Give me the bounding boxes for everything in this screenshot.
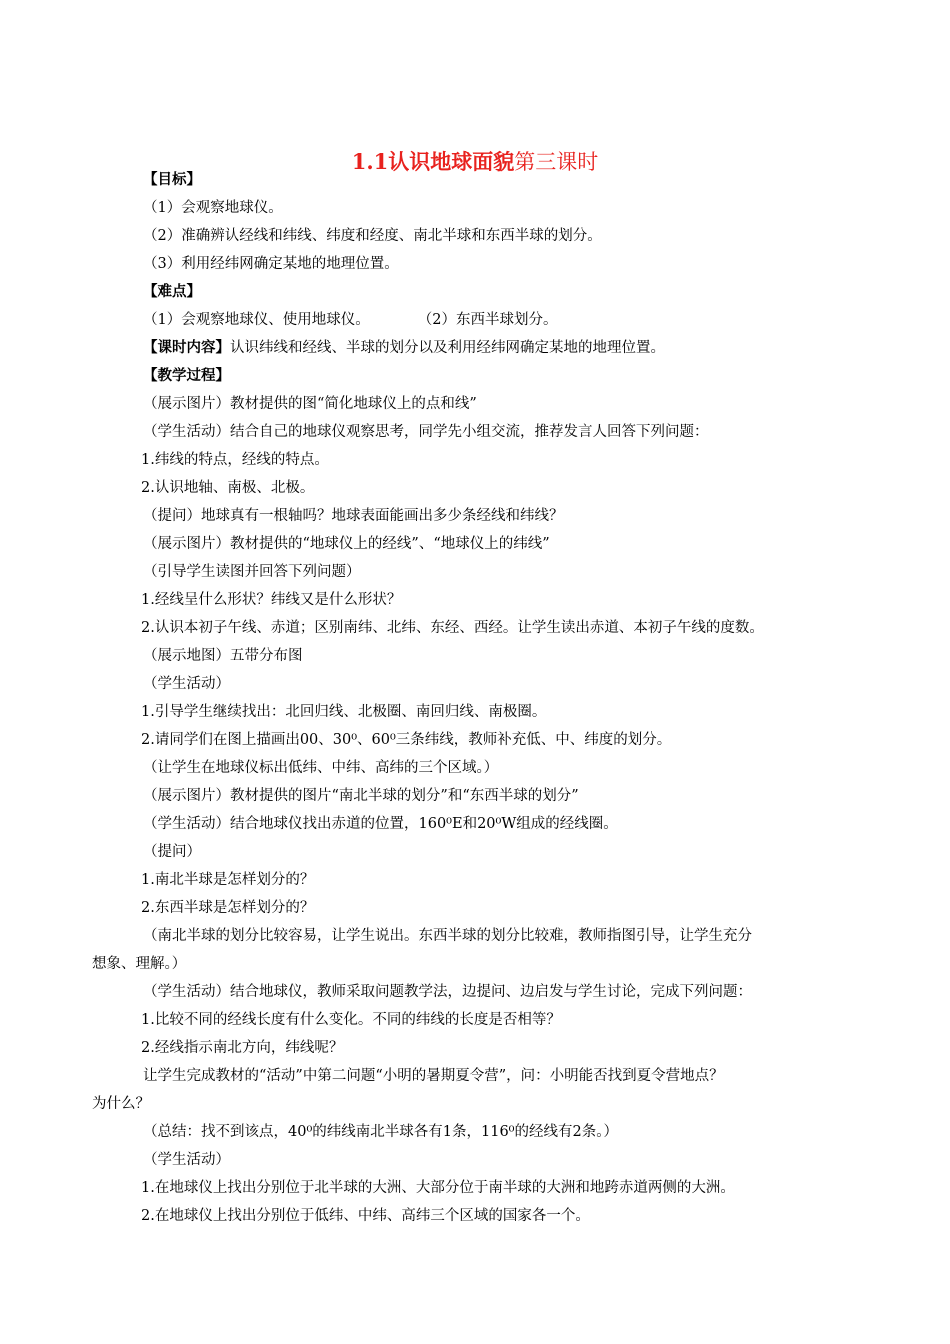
title-sub: 第三课时 xyxy=(514,150,599,174)
process-line: 1.南北半球是怎样划分的？ xyxy=(141,872,315,888)
process-line: （展示图片）教材提供的图“简化地球仪上的点和线” xyxy=(143,396,477,412)
process-heading: 【教学过程】 xyxy=(143,367,230,384)
process-line: 1.引导学生继续找出：北回归线、北极圈、南回归线、南极圈。 xyxy=(141,704,547,720)
process-line: （让学生在地球仪标出低纬、中纬、高纬的三个区域。） xyxy=(143,760,499,776)
process-line: 1.经线呈什么形状？纬线又是什么形状？ xyxy=(141,592,402,608)
difficulty-item-1: （1）会观察地球仪、使用地球仪。 xyxy=(143,312,370,328)
difficulty-item-2: （2）东西半球划分。 xyxy=(417,312,558,328)
lesson-content-text: 认识纬线和经线、半球的划分以及利用经纬网确定某地的地理位置。 xyxy=(230,340,665,356)
process-line: 为什么？ xyxy=(92,1096,150,1112)
process-line: 1.比较不同的经线长度有什么变化。不同的纬线的长度是否相等？ xyxy=(141,1012,561,1028)
process-line: （展示地图）五带分布图 xyxy=(143,648,303,664)
process-line: 1.在地球仪上找出分别位于北半球的大洲、大部分位于南半球的大洲和地跨赤道两侧的大洲。 xyxy=(141,1180,735,1196)
goal-item-3: （3）利用经纬网确定某地的地理位置。 xyxy=(143,256,399,272)
goal-heading: 【目标】 xyxy=(143,171,201,188)
process-line: 2.经线指示南北方向，纬线呢？ xyxy=(141,1040,344,1056)
process-line: （总结：找不到该点，40⁰的纬线南北半球各有1条，116⁰的经线有2条。） xyxy=(143,1124,618,1140)
process-line: （展示图片）教材提供的“地球仪上的经线”、“地球仪上的纬线” xyxy=(143,536,550,552)
process-line: （学生活动）结合地球仪，教师采取问题教学法，边提问、边启发与学生讨论，完成下列问题： xyxy=(143,984,752,1000)
process-line: （提问）地球真有一根轴吗？地球表面能画出多少条经线和纬线？ xyxy=(143,508,564,524)
process-line: 2.在地球仪上找出分别位于低纬、中纬、高纬三个区域的国家各一个。 xyxy=(141,1208,590,1224)
goal-item-2: （2）准确辨认经线和纬线、纬度和经度、南北半球和东西半球的划分。 xyxy=(143,228,602,244)
process-line: 让学生完成教材的“活动”中第二问题“小明的暑期夏令营”，问：小明能否找到夏令营地点？ xyxy=(143,1068,724,1084)
process-line: 2.东西半球是怎样划分的？ xyxy=(141,900,315,916)
process-line: （学生活动） xyxy=(143,1152,230,1168)
process-line: 1.纬线的特点，经线的特点。 xyxy=(141,452,329,468)
process-line: 2.认识本初子午线、赤道；区别南纬、北纬、东经、西经。让学生读出赤道、本初子午线的度数。 xyxy=(141,620,764,636)
goal-item-1: （1）会观察地球仪。 xyxy=(143,200,283,216)
difficulty-heading: 【难点】 xyxy=(143,283,201,300)
difficulty-items xyxy=(143,310,557,330)
process-line: （学生活动）结合自己的地球仪观察思考，同学先小组交流，推荐发言人回答下列问题： xyxy=(143,424,709,440)
title-main: 1.1认识地球面貌 xyxy=(351,149,515,174)
process-line: （学生活动）结合地球仪找出赤道的位置，160⁰E和20⁰W组成的经线圈。 xyxy=(143,816,618,832)
process-line: （提问） xyxy=(143,844,201,860)
process-line: （展示图片）教材提供的图片“南北半球的划分”和“东西半球的划分” xyxy=(143,788,579,804)
process-line: 2.认识地轴、南极、北极。 xyxy=(141,480,315,496)
process-line: （南北半球的划分比较容易，让学生说出。东西半球的划分比较难，教师指图引导，让学生充分 xyxy=(143,928,752,944)
lesson-content xyxy=(143,338,665,358)
process-line: （学生活动） xyxy=(143,676,230,692)
process-line: 想象、理解。） xyxy=(92,956,187,972)
process-line: 2.请同学们在图上描画出00、30⁰、60⁰三条纬线，教师补充低、中、纬度的划分。 xyxy=(141,732,672,748)
process-line: （引导学生读图并回答下列问题） xyxy=(143,564,361,580)
lesson-content-heading: 【课时内容】 xyxy=(143,339,230,356)
